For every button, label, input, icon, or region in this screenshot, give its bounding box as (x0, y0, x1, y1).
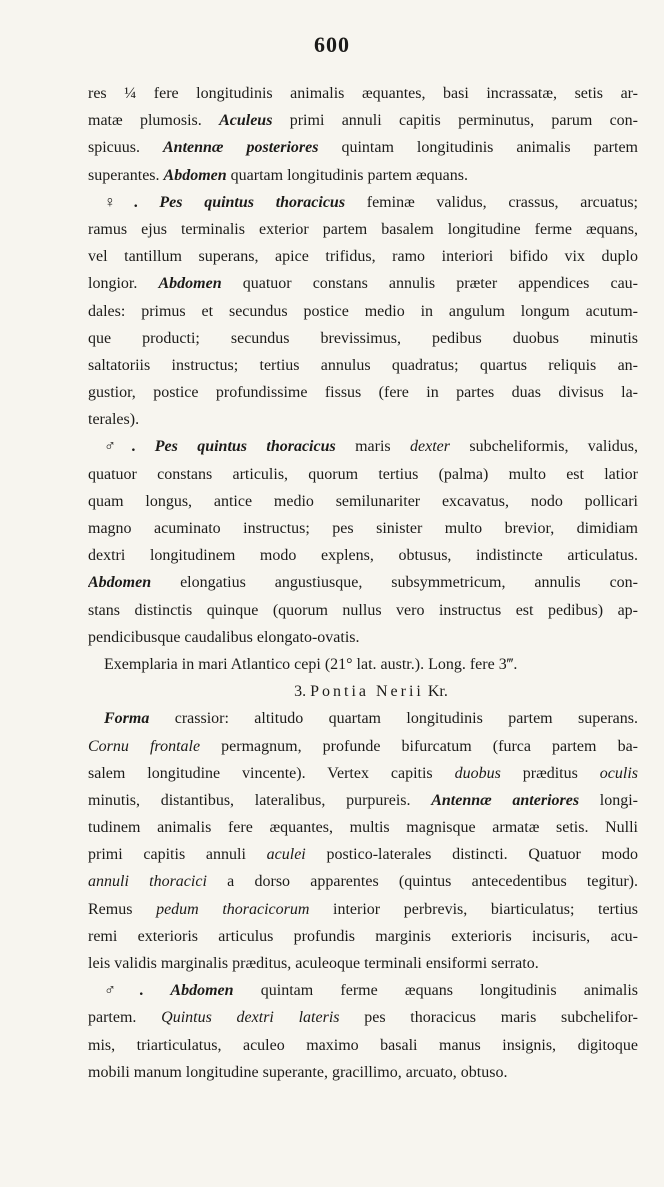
text-segment: quatuor constans articulis, quorum tertius (palma) multo est latior (88, 465, 638, 483)
text-segment: spicuus. (88, 139, 163, 157)
text-line (88, 325, 638, 352)
text-line (88, 651, 638, 678)
text-segment: salem longitudine vincente). Vertex capitis (88, 764, 455, 782)
text-segment: matæ plumosis. (88, 112, 220, 130)
text-segment: duobus (454, 764, 501, 782)
text-line (88, 733, 638, 760)
text-segment: pes thoracicus maris subchelifor- (339, 1009, 638, 1027)
text-segment: Exemplaria in mari Atlantico cepi (21° lat. austr.). Long. fere 3‴. (104, 655, 518, 673)
text-line (88, 1059, 638, 1086)
text-line (88, 896, 638, 923)
text-segment: quintam longitudinis animalis partem (318, 139, 638, 157)
text-segment: 3. (294, 683, 311, 701)
text-segment: crassior: altitudo quartam longitudinis partem superans. (149, 710, 638, 728)
text-line (88, 760, 638, 787)
text-segment: Cornu frontale (88, 737, 201, 755)
text-segment: longior. (88, 275, 159, 293)
text-segment: remi exterioris articulus profundis marginis exterioris incisuris, acu- (88, 927, 638, 945)
text-line (88, 379, 638, 406)
text-segment: mobili manum longitudine superante, gracillimo, arcuato, obtuso. (88, 1063, 508, 1081)
text-segment: Aculeus (219, 112, 273, 130)
text-segment: aculei (266, 846, 306, 864)
text-line (88, 352, 638, 379)
text-segment: annuli thoracici (88, 873, 207, 891)
text-line (88, 107, 638, 134)
text-line (88, 814, 638, 841)
text-segment: elongatius angustiusque, subsymmetricum, annulis con- (151, 574, 638, 592)
text-segment: feminæ validus, crassus, arcuatus; (345, 193, 638, 211)
text-segment: Abdomen (158, 275, 222, 293)
text-segment: pendicibusque caudalibus elongato-ovatis. (88, 628, 360, 646)
text-segment: Antennæ posteriores (163, 139, 319, 157)
text-segment: magno acuminato instructus; pes sinister multo brevior, dimidiam (88, 520, 638, 537)
text-segment: ♀. (104, 193, 160, 211)
text-segment: quam longus, antice medio semilunariter excavatus, nodo pollicari (88, 492, 638, 510)
text-line (88, 705, 638, 732)
text-segment: subcheliformis, validus, (449, 438, 638, 456)
text-segment: tudinem animalis fere æquantes, multis magnisque armatæ setis. Nulli (88, 819, 638, 837)
text-segment: postico-laterales distincti. Quatuor modo (305, 846, 638, 864)
text-line (88, 406, 638, 433)
text-line (88, 270, 638, 297)
text-segment: Remus (88, 900, 157, 918)
text-line (88, 1032, 638, 1059)
text-segment: dextri longitudinem modo explens, obtusus, indistincte articulatus. (88, 547, 638, 565)
text-segment: præditus (500, 764, 600, 782)
text-line (88, 134, 638, 161)
text-segment: a dorso apparentes (quintus antecedentibus tegitur). (206, 873, 638, 891)
text-line (88, 216, 638, 243)
text-line (88, 80, 638, 107)
text-segment: Abdomen (163, 166, 227, 184)
text-segment: terales). (88, 411, 140, 429)
text-segment: primi annuli capitis perminutus, parum con- (272, 112, 638, 130)
text-line (88, 923, 638, 950)
text-line (88, 569, 638, 596)
text-segment: superantes. (88, 166, 164, 184)
text-line (88, 243, 638, 270)
body-text (88, 80, 638, 1086)
text-line (88, 298, 638, 325)
text-segment: Forma (104, 710, 150, 728)
text-line (88, 189, 638, 216)
text-line (88, 624, 638, 651)
text-segment: quintam ferme æquans longitudinis animalis (233, 982, 638, 1000)
text-segment: ♂. (104, 438, 155, 456)
text-segment: permagnum, profunde bifurcatum (furca partem ba- (200, 737, 638, 755)
text-line (88, 433, 638, 460)
text-segment: ♂. (104, 982, 171, 1000)
text-segment: quatuor constans annulis præter appendices cau- (221, 275, 638, 293)
text-line (88, 542, 638, 569)
text-segment: oculis (599, 764, 638, 782)
text-segment: interior perbrevis, biarticulatus; tertius (309, 900, 638, 918)
text-segment: gustior, postice profundissime fissus (fere in partes duas divisus la- (88, 384, 638, 402)
text-segment: saltatoriis instructus; tertius annulus quadratus; quartus reliquis an- (88, 356, 638, 374)
text-line (88, 868, 638, 895)
text-segment: Pes quintus thoracicus (159, 193, 346, 211)
text-segment: Kr. (423, 683, 448, 701)
text-segment: dales: primus et secundus postice medio in angulum longum acutum- (88, 302, 638, 320)
text-line (88, 1004, 638, 1031)
text-segment: Pes quintus thoracicus (154, 438, 336, 456)
text-segment: res ¼ fere longitudinis animalis æquantes, basi incrassatæ, setis ar- (88, 85, 638, 102)
text-line (88, 515, 638, 542)
text-line (88, 597, 638, 624)
text-segment: vel tantillum superans, apice trifidus, ramo interiori bifido vix duplo (88, 248, 638, 266)
text-line (88, 950, 638, 977)
text-segment: maris (335, 438, 410, 456)
text-line (88, 488, 638, 515)
text-segment: Quintus dextri lateris (161, 1009, 340, 1027)
text-segment: quartam longitudinis partem æquans. (226, 166, 468, 184)
text-segment: Antennæ anteriores (431, 791, 580, 809)
text-segment: pedum thoracicorum (156, 900, 310, 918)
text-segment: longi- (579, 791, 638, 809)
text-line (88, 162, 638, 189)
text-line (88, 678, 638, 705)
text-segment: leis validis marginalis præditus, aculeoque terminali ensiformi serrato. (88, 955, 539, 972)
text-segment: Abdomen (88, 574, 152, 592)
page-number: 600 (314, 32, 350, 57)
text-segment: stans distinctis quinque (quorum nullus vero instructus est pedibus) ap- (88, 601, 638, 619)
text-segment: primi capitis annuli (88, 846, 267, 864)
text-line (88, 841, 638, 868)
text-line (88, 977, 638, 1004)
text-line (88, 461, 638, 488)
text-segment: partem. (88, 1009, 162, 1027)
text-segment: que producti; secundus brevissimus, pedibus duobus minutis (88, 329, 638, 347)
text-segment: Abdomen (170, 982, 234, 1000)
text-segment: Pontia Nerii (310, 683, 424, 701)
text-segment: dexter (410, 438, 450, 456)
text-segment: mis, triarticulatus, aculeo maximo basali manus insignis, digitoque (88, 1036, 638, 1054)
text-segment: ramus ejus terminalis exterior partem basalem longitudine ferme æquans, (88, 220, 638, 238)
text-segment: minutis, distantibus, lateralibus, purpureis. (88, 791, 432, 809)
text-line (88, 787, 638, 814)
